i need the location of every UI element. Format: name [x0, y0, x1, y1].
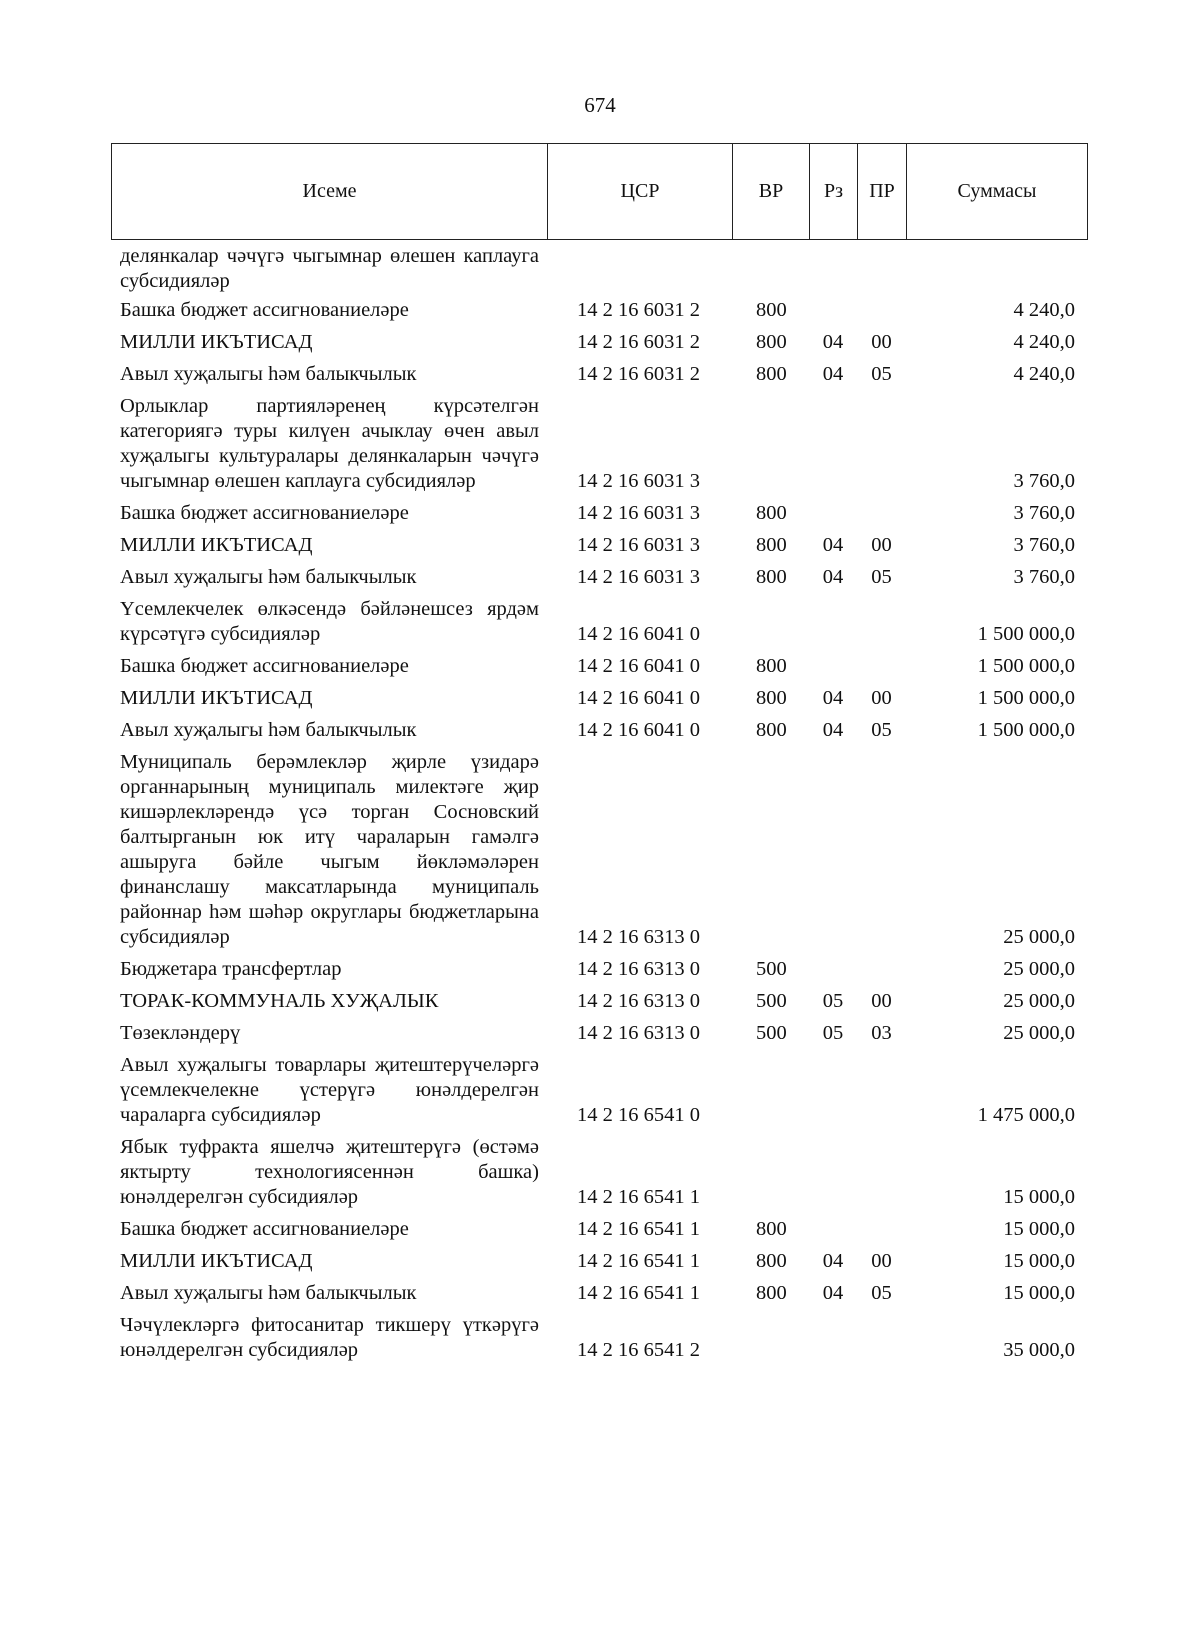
table-row	[111, 390, 1087, 497]
row-vr: 800	[756, 534, 787, 556]
table-row	[111, 1017, 1087, 1049]
row-pr: 00	[871, 687, 892, 709]
row-csr: 14 2 16 6041 0	[577, 687, 700, 709]
row-vr	[732, 1049, 809, 1131]
page-number: 674	[584, 93, 616, 117]
row-name: МИЛЛИ ИКЪТИСАД	[120, 1250, 313, 1272]
row-name: МИЛЛИ ИКЪТИСАД	[120, 331, 313, 353]
row-vr: 800	[756, 331, 787, 353]
row-vr	[732, 1131, 809, 1213]
row-vr: 800	[756, 566, 787, 588]
row-sum: 1 475 000,0	[977, 1104, 1075, 1126]
row-csr: 14 2 16 6031 3	[577, 566, 700, 588]
table-row	[111, 746, 1087, 953]
row-vr	[732, 746, 809, 953]
row-rz	[809, 1049, 857, 1131]
row-vr: 500	[756, 958, 787, 980]
row-vr: 500	[756, 1022, 787, 1044]
row-rz	[809, 1131, 857, 1213]
row-name: Орлыклар партияләренең күрсәтелгән категориягә туры килүен ачыклау өчен авыл хуҗалыгы культуралары делянкаларын чәчүгә чыгымнар өлешен каплауга субсидияләр	[120, 395, 539, 492]
row-name: ТОРАК-КОММУНАЛЬ ХУҖАЛЫК	[120, 990, 439, 1012]
column-header-vr: ВР	[733, 144, 810, 240]
row-pr: 00	[871, 331, 892, 353]
row-csr: 14 2 16 6031 3	[577, 502, 700, 524]
row-sum: 3 760,0	[1013, 534, 1075, 556]
table-row	[111, 294, 1087, 326]
row-pr	[857, 244, 906, 294]
row-csr: 14 2 16 6541 1	[577, 1218, 700, 1240]
table-row	[111, 1309, 1087, 1366]
row-sum: 1 500 000,0	[977, 655, 1075, 677]
row-sum: 25 000,0	[1003, 1022, 1075, 1044]
table-row	[111, 358, 1087, 390]
row-pr	[857, 1309, 906, 1366]
table-row	[111, 953, 1087, 985]
row-name: Муниципаль берәмлекләр җирле үзидарә органнарының муниципаль милектәге җир кишәрлекләрендә үсә торган Сосновский балтырганын юк итү чараларын гамәлгә ашыруга бәйле чыгым йөкләмәләрен финанслашу максатларында муниципаль районнар һәм шәһәр округлары бюджетларына субсидияләр	[120, 751, 539, 948]
column-header-sum: Суммасы	[907, 144, 1088, 240]
column-header-pr: ПР	[858, 144, 907, 240]
row-sum	[906, 244, 1087, 294]
row-vr: 800	[756, 363, 787, 385]
row-name: Авыл хуҗалыгы һәм балыкчылык	[120, 719, 417, 741]
row-rz: 04	[822, 534, 844, 556]
table-row	[111, 650, 1087, 682]
row-rz: 04	[822, 566, 844, 588]
table-row	[111, 497, 1087, 529]
row-vr: 800	[756, 1218, 787, 1240]
row-pr	[857, 746, 906, 953]
row-pr: 00	[871, 1250, 892, 1272]
table-row	[111, 326, 1087, 358]
row-rz	[809, 497, 857, 529]
row-csr: 14 2 16 6541 1	[577, 1282, 700, 1304]
row-csr: 14 2 16 6541 0	[577, 1104, 700, 1126]
row-rz	[809, 746, 857, 953]
row-name: Башка бюджет ассигнованиеләре	[120, 1218, 409, 1240]
row-csr: 14 2 16 6541 2	[577, 1339, 700, 1361]
row-pr	[857, 390, 906, 497]
row-rz: 05	[822, 990, 844, 1012]
row-name: Башка бюджет ассигнованиеләре	[120, 655, 409, 677]
row-pr: 05	[871, 363, 892, 385]
table-row	[111, 593, 1087, 650]
column-header-csr: ЦСР	[548, 144, 733, 240]
row-pr: 05	[871, 719, 892, 741]
row-vr: 800	[756, 299, 787, 321]
table-row	[111, 1245, 1087, 1277]
row-name: Авыл хуҗалыгы һәм балыкчылык	[120, 1282, 417, 1304]
row-sum: 1 500 000,0	[977, 623, 1075, 645]
row-sum: 25 000,0	[1003, 958, 1075, 980]
table-row	[111, 529, 1087, 561]
row-name: Төзекләндерү	[120, 1022, 241, 1044]
row-csr: 14 2 16 6041 0	[577, 719, 700, 741]
row-csr: 14 2 16 6031 3	[577, 470, 700, 492]
row-vr	[732, 593, 809, 650]
row-pr: 05	[871, 1282, 892, 1304]
row-name: МИЛЛИ ИКЪТИСАД	[120, 687, 313, 709]
row-rz: 04	[822, 331, 844, 353]
row-pr	[857, 1213, 906, 1245]
table-row	[111, 244, 1087, 294]
row-csr	[547, 244, 732, 294]
row-rz: 04	[822, 363, 844, 385]
table-header	[111, 143, 1088, 240]
row-csr: 14 2 16 6031 2	[577, 331, 700, 353]
row-vr: 800	[756, 719, 787, 741]
row-csr: 14 2 16 6031 2	[577, 299, 700, 321]
table-row	[111, 1277, 1087, 1309]
table-row	[111, 1213, 1087, 1245]
table-row	[111, 561, 1087, 593]
column-header-name: Исеме	[112, 144, 548, 240]
row-rz	[809, 1309, 857, 1366]
row-name: Чәчүлекләргә фитосанитар тикшерү үткәрүгә юнәлдерелгән субсидияләр	[120, 1314, 539, 1361]
row-vr: 500	[756, 990, 787, 1012]
row-rz	[809, 650, 857, 682]
row-csr: 14 2 16 6313 0	[577, 1022, 700, 1044]
row-name: Авыл хуҗалыгы товарлары җитештерүчеләргә үсемлекчелекне үстерүгә юнәлдерелгән чараларга субсидияләр	[120, 1054, 539, 1126]
row-rz: 04	[822, 1282, 844, 1304]
table-row	[111, 985, 1087, 1017]
row-vr	[732, 1309, 809, 1366]
row-sum: 25 000,0	[1003, 926, 1075, 948]
row-rz: 04	[822, 687, 844, 709]
row-sum: 25 000,0	[1003, 990, 1075, 1012]
row-sum: 4 240,0	[1013, 299, 1075, 321]
row-rz	[809, 244, 857, 294]
row-sum: 1 500 000,0	[977, 687, 1075, 709]
row-pr	[857, 1131, 906, 1213]
row-vr: 800	[756, 655, 787, 677]
row-name: Бюджетара трансфертлар	[120, 958, 342, 980]
row-pr	[857, 294, 906, 326]
row-sum: 3 760,0	[1013, 502, 1075, 524]
row-rz: 04	[822, 719, 844, 741]
row-vr: 800	[756, 502, 787, 524]
row-vr: 800	[756, 1282, 787, 1304]
row-name: Авыл хуҗалыгы һәм балыкчылык	[120, 566, 417, 588]
row-rz: 05	[822, 1022, 844, 1044]
row-vr: 800	[756, 1250, 787, 1272]
row-csr: 14 2 16 6031 3	[577, 534, 700, 556]
row-csr: 14 2 16 6313 0	[577, 926, 700, 948]
row-sum: 15 000,0	[1003, 1250, 1075, 1272]
row-rz	[809, 390, 857, 497]
row-csr: 14 2 16 6031 2	[577, 363, 700, 385]
row-csr: 14 2 16 6041 0	[577, 623, 700, 645]
table-row	[111, 1131, 1087, 1213]
row-name: Ябык туфракта яшелчә җитештерүгә (өстәмә яктырту технологиясеннән башка) юнәлдерелгән субсидияләр	[120, 1136, 539, 1208]
row-pr	[857, 1049, 906, 1131]
row-pr	[857, 953, 906, 985]
table-row	[111, 682, 1087, 714]
table-row	[111, 714, 1087, 746]
row-rz	[809, 593, 857, 650]
row-rz	[809, 1213, 857, 1245]
row-sum: 1 500 000,0	[977, 719, 1075, 741]
row-pr: 05	[871, 566, 892, 588]
row-pr	[857, 650, 906, 682]
row-name: МИЛЛИ ИКЪТИСАД	[120, 534, 313, 556]
row-sum: 15 000,0	[1003, 1218, 1075, 1240]
row-sum: 4 240,0	[1013, 363, 1075, 385]
row-sum: 35 000,0	[1003, 1339, 1075, 1361]
row-pr: 00	[871, 990, 892, 1012]
row-pr: 03	[871, 1022, 892, 1044]
row-rz	[809, 294, 857, 326]
row-sum: 3 760,0	[1013, 470, 1075, 492]
row-vr	[732, 244, 809, 294]
row-name: Авыл хуҗалыгы һәм балыкчылык	[120, 363, 417, 385]
row-csr: 14 2 16 6041 0	[577, 655, 700, 677]
row-csr: 14 2 16 6313 0	[577, 958, 700, 980]
row-vr: 800	[756, 687, 787, 709]
row-pr	[857, 593, 906, 650]
table-row	[111, 1049, 1087, 1131]
row-sum: 4 240,0	[1013, 331, 1075, 353]
row-vr	[732, 390, 809, 497]
row-pr	[857, 497, 906, 529]
row-name: делянкалар чәчүгә чыгымнар өлешен каплауга субсидияләр	[120, 245, 539, 292]
row-rz	[809, 953, 857, 985]
row-rz: 04	[822, 1250, 844, 1272]
row-sum: 15 000,0	[1003, 1282, 1075, 1304]
budget-table-body	[111, 244, 1087, 1366]
row-csr: 14 2 16 6313 0	[577, 990, 700, 1012]
row-sum: 3 760,0	[1013, 566, 1075, 588]
row-csr: 14 2 16 6541 1	[577, 1250, 700, 1272]
row-pr: 00	[871, 534, 892, 556]
column-header-rz: Рз	[810, 144, 858, 240]
row-name: Башка бюджет ассигнованиеләре	[120, 299, 409, 321]
row-csr: 14 2 16 6541 1	[577, 1186, 700, 1208]
row-name: Башка бюджет ассигнованиеләре	[120, 502, 409, 524]
row-sum: 15 000,0	[1003, 1186, 1075, 1208]
row-name: Үсемлекчелек өлкәсендә бәйләнешсез ярдәм күрсәтүгә субсидияләр	[120, 598, 539, 645]
